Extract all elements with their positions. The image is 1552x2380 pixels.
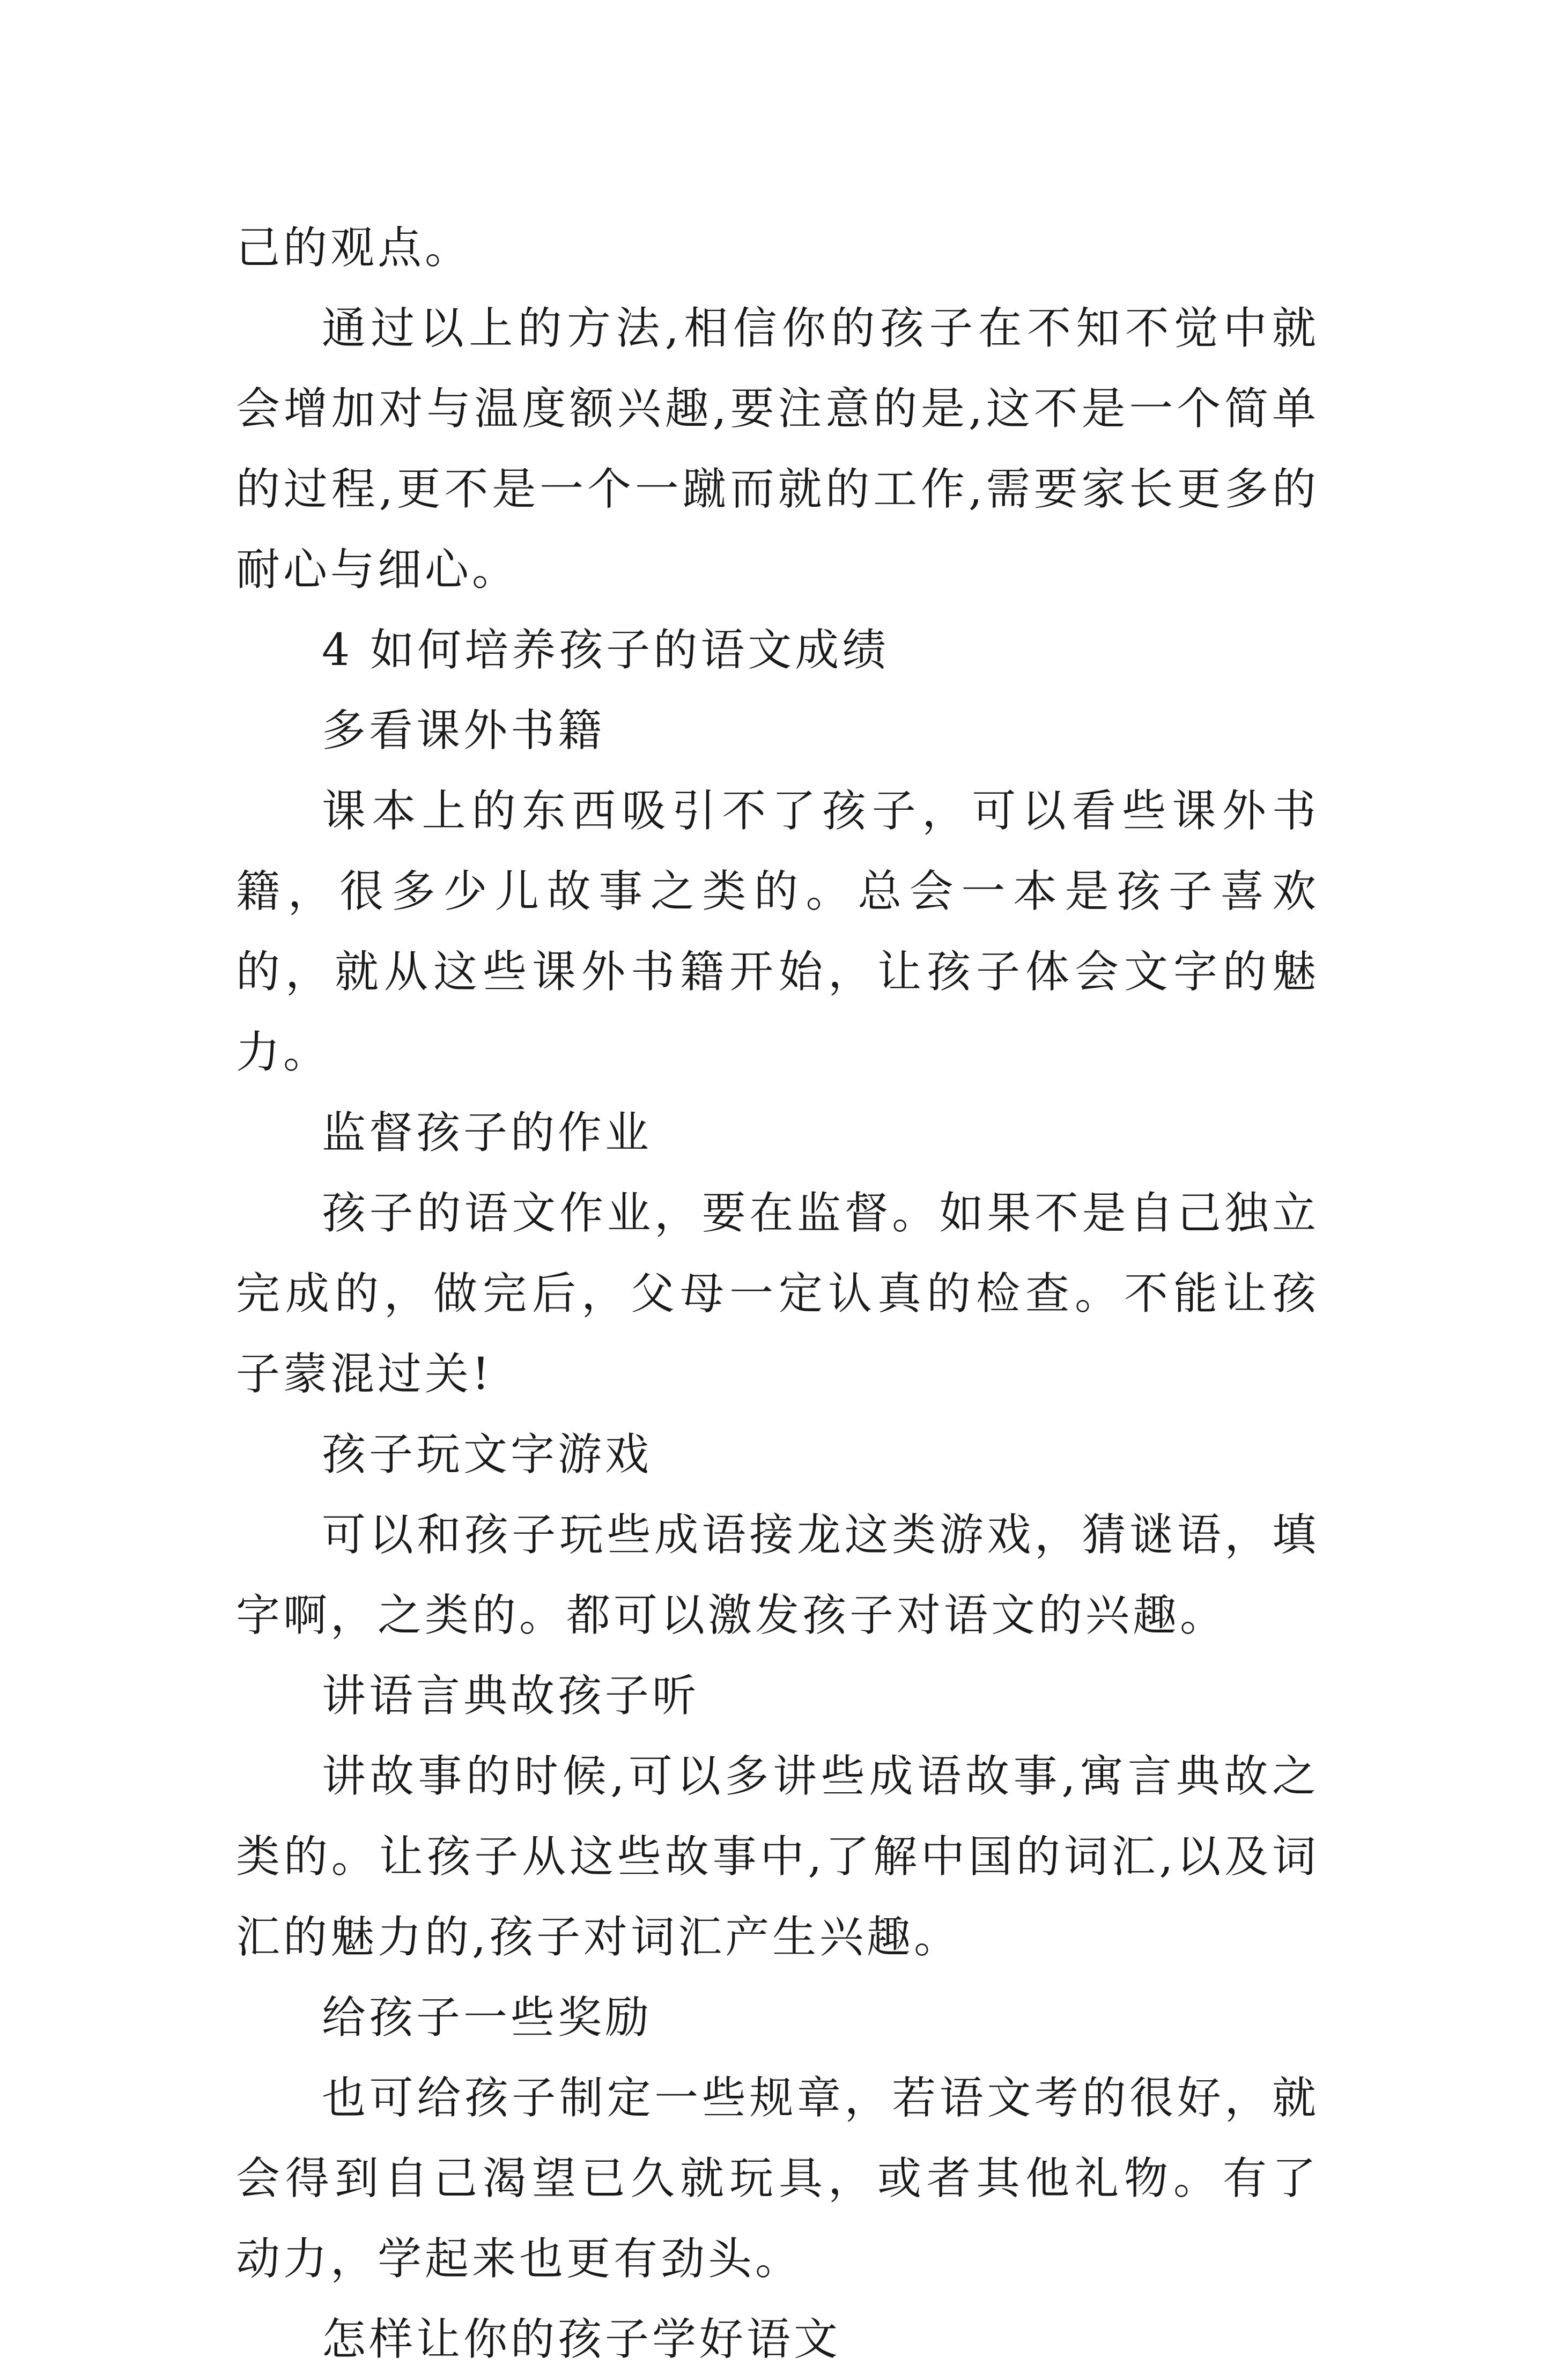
- paragraph-method-summary: 通过以上的方法,相信你的孩子在不知不觉中就会增加对与温度额兴趣,要注意的是,这不是一个简单的过程,更不是一个一蹴而就的工作,需要家长更多的耐心与细心。: [236, 303, 1319, 595]
- subheading-rewards: 给孩子一些奖励: [322, 1992, 653, 2043]
- subheading-how-to-learn-chinese: 怎样让你的孩子学好语文: [322, 2314, 841, 2365]
- paragraph-language-stories: 讲故事的时候,可以多讲些成语故事,寓言典故之类的。让孩子从这些故事中,了解中国的词汇,以及词汇的魅力的,孩子对词汇产生兴趣。: [236, 1751, 1319, 1963]
- section-heading-4: 4 如何培养孩子的语文成绩: [322, 625, 890, 676]
- subheading-extracurricular-books: 多看课外书籍: [322, 705, 605, 756]
- subheading-supervise-homework: 监督孩子的作业: [322, 1107, 653, 1158]
- subheading-language-stories: 讲语言典故孩子听: [322, 1671, 700, 1721]
- paragraph-word-games: 可以和孩子玩些成语接龙这类游戏，猜谜语，填字啊，之类的。都可以激发孩子对语文的兴趣。: [236, 1510, 1319, 1641]
- subheading-word-games: 孩子玩文字游戏: [322, 1429, 653, 1480]
- paragraph-continuation: 己的观点。: [236, 223, 472, 274]
- paragraph-extracurricular-books: 课本上的东西吸引不了孩子，可以看些课外书籍，很多少儿故事之类的。总会一本是孩子喜欢的，就从这些课外书籍开始，让孩子体会文字的魅力。: [236, 786, 1319, 1078]
- document-body: [236, 208, 1319, 2380]
- paragraph-supervise-homework: 孩子的语文作业，要在监督。如果不是自己独立完成的，做完后，父母一定认真的检查。不能让孩子蒙混过关!: [236, 1188, 1319, 1400]
- paragraph-rewards: 也可给孩子制定一些规章，若语文考的很好，就会得到自己渴望已久就玩具，或者其他礼物。有了动力，学起来也更有劲头。: [236, 2073, 1319, 2285]
